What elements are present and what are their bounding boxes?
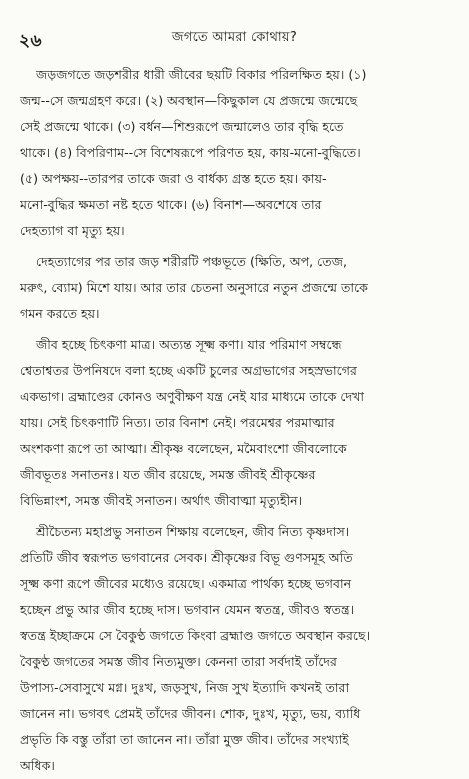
text-line: বিভিন্নাংশ, সমস্ত জীবই সনাতন। অর্থাৎ জীবাত্মা মৃত্যুহীন। [20, 493, 303, 508]
text-line: শ্বেতাশ্বতর উপনিষদে বলা হচ্ছে একটি চুলের অগ্রভাগের সহস্রভাগের [20, 363, 357, 378]
text-line: সেই প্রজন্মে থাকে। (৩) বর্ধন—শিশুরূপে জন্মালেও তার বৃদ্ধি হতে [20, 119, 344, 134]
text-line: জীবভূতঃ সনাতনঃ। যত জীব রয়েছে, সমস্ত জীবই শ্রীকৃষ্ণের [20, 467, 316, 482]
paragraph-1 [20, 62, 452, 249]
text-line: মনো-বুদ্ধির ক্ষমতা নষ্ট হতে থাকে। (৬) বিনাশ—অবশেষে তার [20, 197, 322, 212]
text-line: মরুৎ, ব্যোম) মিশে যায়। আর তার চেতনা অনুসারে নতুন প্রজন্মে তাকে [20, 280, 368, 295]
text-line: থাকে। (৪) বিপরিণাম--সে বিশেষরূপে পরিণত হয়, কায়-মনো-বুদ্ধিতে। [20, 145, 361, 160]
paragraph-3 [20, 332, 452, 519]
text-line: উপাস্য-সেবাসুখে মগ্ন। দুঃখ, জড়সুখ, নিজ সুখ ইত্যাদি কখনই তারা [20, 680, 350, 695]
text-line: একভাগ। ব্রহ্মাণ্ডের কোনও অণুবীক্ষণ যন্ত্র নেই যার মাধ্যমে তাকে দেখা [20, 389, 365, 404]
text-line: জীব হচ্ছে চিৎকণা মাত্র। অত্যন্ত সূক্ষ্ম কণা। যার পরিমাণ সম্বন্ধে [36, 337, 342, 352]
text-line: গমন করতে হয়। [20, 306, 100, 321]
text-line: জানেন না। ভগবৎ প্রেমই তাঁদের জীবন। শোক, দুঃখ, মৃত্যু, ভয়, ব্যাধি [20, 706, 361, 721]
text-line: সূক্ষ্ম কণা রূপে জীবের মধ্যেও রয়েছে। একমাত্র পার্থক্য হচ্ছে ভগবান [20, 576, 352, 591]
text-line: যায়। সেই চিৎকণাটি নিত্য। তার বিনাশ নেই। পরমেশ্বর পরমাত্মার [20, 415, 335, 430]
page-number: ২৬ [19, 31, 43, 51]
text-line: অধিক। [20, 758, 55, 773]
text-line: দেহত্যাগের পর তার জড় শরীরটি পঞ্চভূতে (ক্ষিতি, অপ, তেজ, [36, 254, 348, 269]
paragraph-2 [20, 249, 452, 332]
text-line: দেহত্যাগ বা মৃত্যু হয়। [20, 223, 125, 238]
paragraph-4 [20, 519, 452, 779]
body-text [20, 62, 452, 779]
text-line: স্বতন্ত্র ইচ্ছাক্রমে সে বৈকুণ্ঠ জগতে কিংবা ব্রহ্মাণ্ড জগতে অবস্থান করছে। [20, 628, 371, 643]
text-line: বৈকুণ্ঠ জগতের সমস্ত জীব নিত্যমুক্ত। কেননা তারা সর্বদাই তাঁদের [20, 654, 337, 669]
text-line: প্রতিটি জীব স্বরূপত ভগবানের সেবক। শ্রীকৃষ্ণের বিভূ গুণসমূহ অতি [20, 550, 353, 565]
text-line: অংশকণা রূপে তা আত্মা। শ্রীকৃষ্ণ বলেছেন, মমৈবাংশো জীবলোকে [20, 441, 347, 456]
text-line: (৫) অপক্ষয়--তারপর তাকে জরা ও বার্ধক্য গ্রস্ত হতে হয়। কায়- [20, 171, 327, 186]
text-line: জড়জগতে জড়শরীর ধারী জীবের ছয়টি বিকার পরিলক্ষিত হয়। (১) [36, 67, 367, 82]
text-line: প্রভৃতি কি বস্তু তাঁরা তা জানেন না। তাঁরা মুক্ত জীব। তাঁদের সংখ্যাই [20, 732, 349, 747]
text-line: হচ্ছেন প্রভু আর জীব হচ্ছে দাস। ভগবান যেমন স্বতন্ত্র, জীবও স্বতন্ত্র। [20, 602, 355, 617]
text-line: জন্ম--সে জন্মগ্রহণ করে। (২) অবস্থান—কিছুকাল যে প্রজন্মে জন্মেছে [20, 93, 358, 108]
text-line: শ্রীচৈতন্য মহাপ্রভু সনাতন শিক্ষায় বলেছেন, জীব নিত্য কৃষ্ণদাস। [36, 524, 350, 539]
running-title: জগতে আমরা কোথায়? [171, 30, 298, 45]
